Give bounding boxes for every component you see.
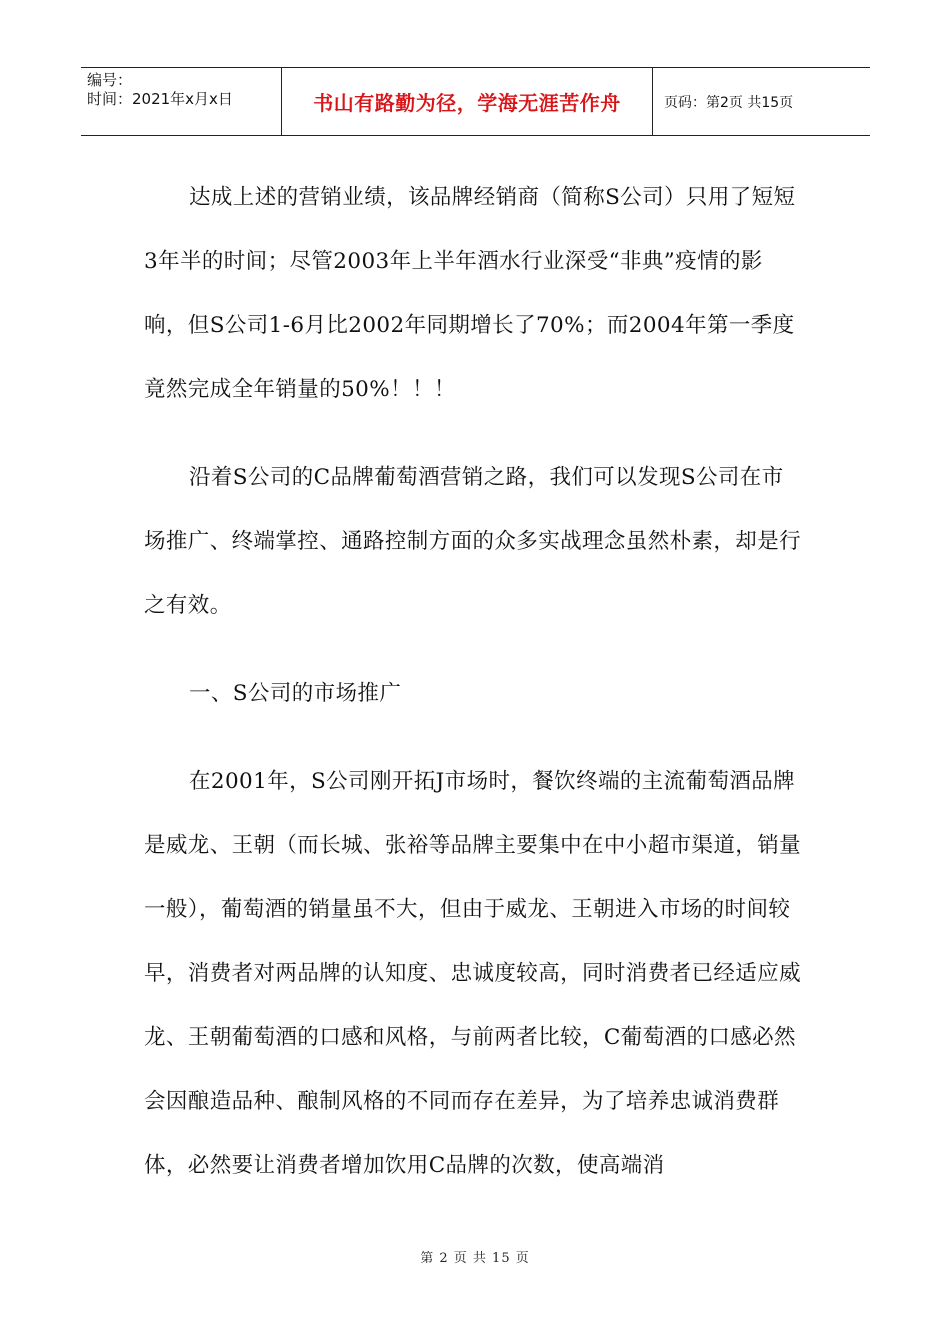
header-page-info: 页码：第2页 共15页 bbox=[664, 94, 794, 111]
document-header bbox=[81, 67, 870, 136]
header-motto: 书山有路勤为径，学海无涯苦作舟 bbox=[281, 68, 653, 135]
paragraph: 在2001年，S公司刚开拓J市场时，餐饮终端的主流葡萄酒品牌是威龙、王朝（而长城、张裕等品牌主要集中在中小超市渠道，销量一般），葡萄酒的销量虽不大，但由于威龙、王朝进入市场的时间较早，消费者对两品牌的认知度、忠诚度较高，同时消费者已经适应威龙、王朝葡萄酒的口感和风格，与前两者比较，C葡萄酒的口感必然会因酿造品种、酿制风格的不同而存在差异，为了培养忠诚消费群体，必然要让消费者增加饮用C品牌的次数，使高端消 bbox=[144, 769, 802, 1178]
section-heading: 一、S公司的市场推广 bbox=[189, 681, 402, 706]
paragraph: 沿着S公司的C品牌葡萄酒营销之路，我们可以发现S公司在市场推广、终端掌控、通路控制方面的众多实战理念虽然朴素，却是行之有效。 bbox=[144, 465, 802, 618]
header-meta bbox=[81, 68, 281, 135]
document-body bbox=[144, 166, 804, 1198]
paragraph: 达成上述的营销业绩，该品牌经销商（简称S公司）只用了短短3年半的时间；尽管2003年上半年酒水行业深受“非典”疫情的影响，但S公司1-6月比2002年同期增长了70%；而2004年第一季度竟然完成全年销量的50%！！！ bbox=[144, 185, 796, 402]
page-footer: 第 2 页 共 15 页 bbox=[420, 1251, 530, 1266]
number-label: 编号： bbox=[87, 71, 133, 89]
time-label: 时间：2021年x月x日 bbox=[87, 90, 233, 108]
